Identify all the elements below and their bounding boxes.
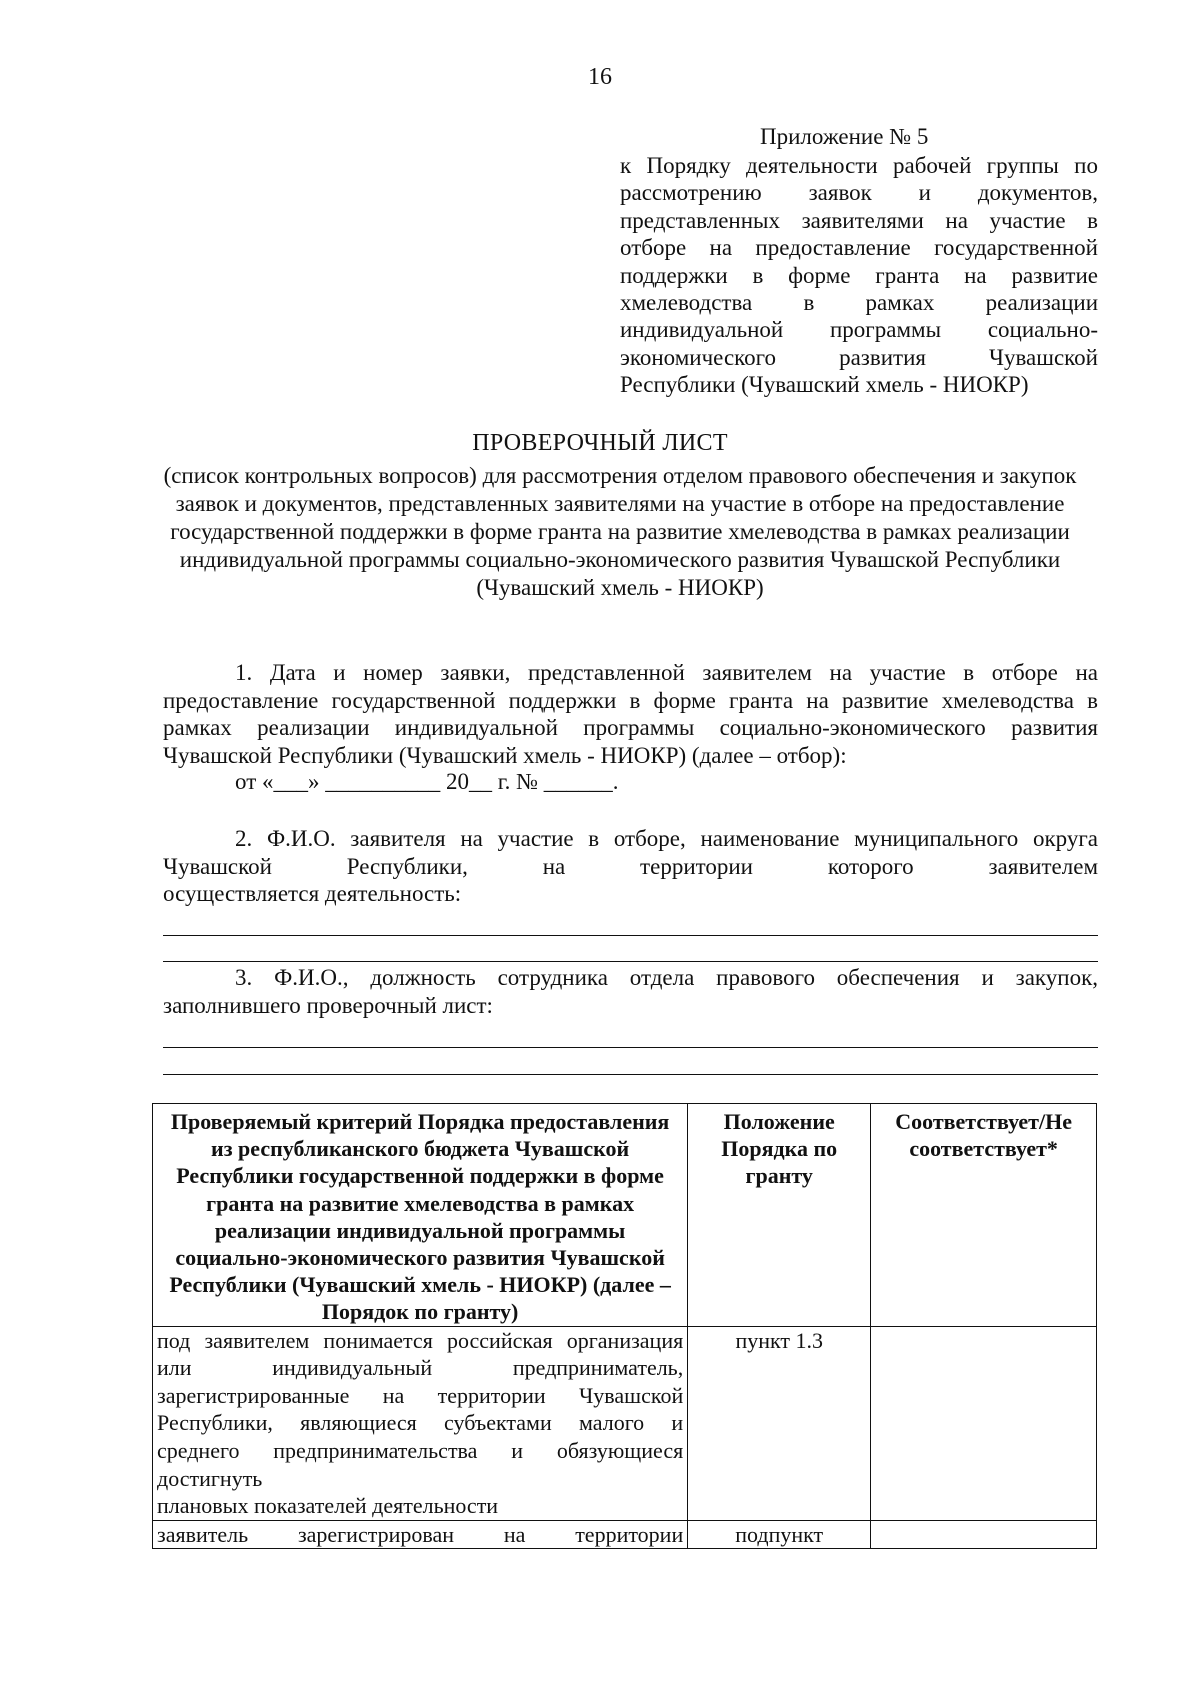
- header-criterion: Проверяемый критерий Порядка предоставления из республиканского бюджета Чувашской Республики государственной поддержки в форме гранта на развитие хмелеводства в рамках реализации индивидуальной программы социально-экономического развития Чувашской Республики (Чувашский хмель - НИОКР) (далее – Порядок по гранту): [153, 1104, 688, 1327]
- table-row: [153, 1326, 1097, 1520]
- item-2-text: [163, 825, 1098, 908]
- provision-cell: подпункт: [688, 1520, 871, 1549]
- item-3-text: [163, 964, 1098, 1019]
- item-1-text: [163, 659, 1098, 769]
- item-2-line-3: осуществляется деятельность:: [163, 881, 462, 907]
- appendix-text: к Порядку деятельности рабочей группы по рассмотрению заявок и документов, представленных заявителями на участие в отборе на предоставление государственной поддержки в форме гранта на развитие хмелеводства в рамках реализации индивидуальной программы социально-экономического развития Чувашской Республики (Чувашский хмель - НИОКР): [620, 153, 1098, 398]
- criteria-table: [152, 1103, 1097, 1549]
- compliance-cell[interactable]: [871, 1326, 1097, 1520]
- employee-fill-line-1[interactable]: [163, 1047, 1098, 1048]
- applicant-fill-line-1[interactable]: [163, 935, 1098, 936]
- application-date-number-field[interactable]: от «___» __________ 20__ г. № ______.: [235, 769, 619, 794]
- header-provision: Положение Порядка по гранту: [688, 1104, 871, 1327]
- employee-fill-line-2[interactable]: [163, 1074, 1098, 1075]
- provision-cell: пункт 1.3: [688, 1326, 871, 1520]
- item-3-paragraph: 3. Ф.И.О., должность сотрудника отдела правового обеспечения и закупок, заполнившего проверочный лист:: [163, 965, 1098, 1018]
- applicant-fill-line-2[interactable]: [163, 961, 1098, 962]
- table-row: [153, 1520, 1097, 1549]
- compliance-cell[interactable]: [871, 1520, 1097, 1549]
- appendix-title: Приложение № 5: [760, 124, 929, 149]
- criterion-text: заявитель зарегистрирован на территории: [157, 1521, 684, 1547]
- criterion-text: под заявителем понимается российская организация или индивидуальный предприниматель, зарегистрированные на территории Чувашской Республики, являющиеся субъектами малого и среднего предпринимательства и обязующиеся достигнуть: [157, 1327, 684, 1491]
- item-2-line-1: 2. Ф.И.О. заявителя на участие в отборе, наименование муниципального округа: [235, 826, 1098, 851]
- criterion-cell: [153, 1520, 688, 1549]
- page-number: 16: [588, 64, 612, 90]
- document-title: ПРОВЕРОЧНЫЙ ЛИСТ: [472, 430, 728, 456]
- table-header-row: [153, 1104, 1097, 1327]
- header-compliance: Соответствует/Не соответствует*: [871, 1104, 1097, 1327]
- criterion-cell: [153, 1326, 688, 1520]
- document-subtitle: (список контрольных вопросов) для рассмотрения отделом правового обеспечения и закупок заявок и документов, представленных заявителями на участие в отборе на предоставление государственной поддержки в форме гранта на развитие хмелеводства в рамках реализации индивидуальной программы социально-экономического развития Чувашской Республики (Чувашский хмель - НИОКР): [163, 463, 1077, 600]
- item-1-paragraph: 1. Дата и номер заявки, представленной заявителем на участие в отборе на предоставление государственной поддержки в форме гранта на развитие хмелеводства в рамках реализации индивидуальной программы социально-экономического развития Чувашской Республики (Чувашский хмель - НИОКР) (далее – отбор):: [163, 660, 1098, 768]
- item-2-line-2: Чувашской Республики, на территории которого заявителем: [163, 853, 1098, 879]
- criterion-text-last: плановых показателей деятельности: [157, 1493, 499, 1519]
